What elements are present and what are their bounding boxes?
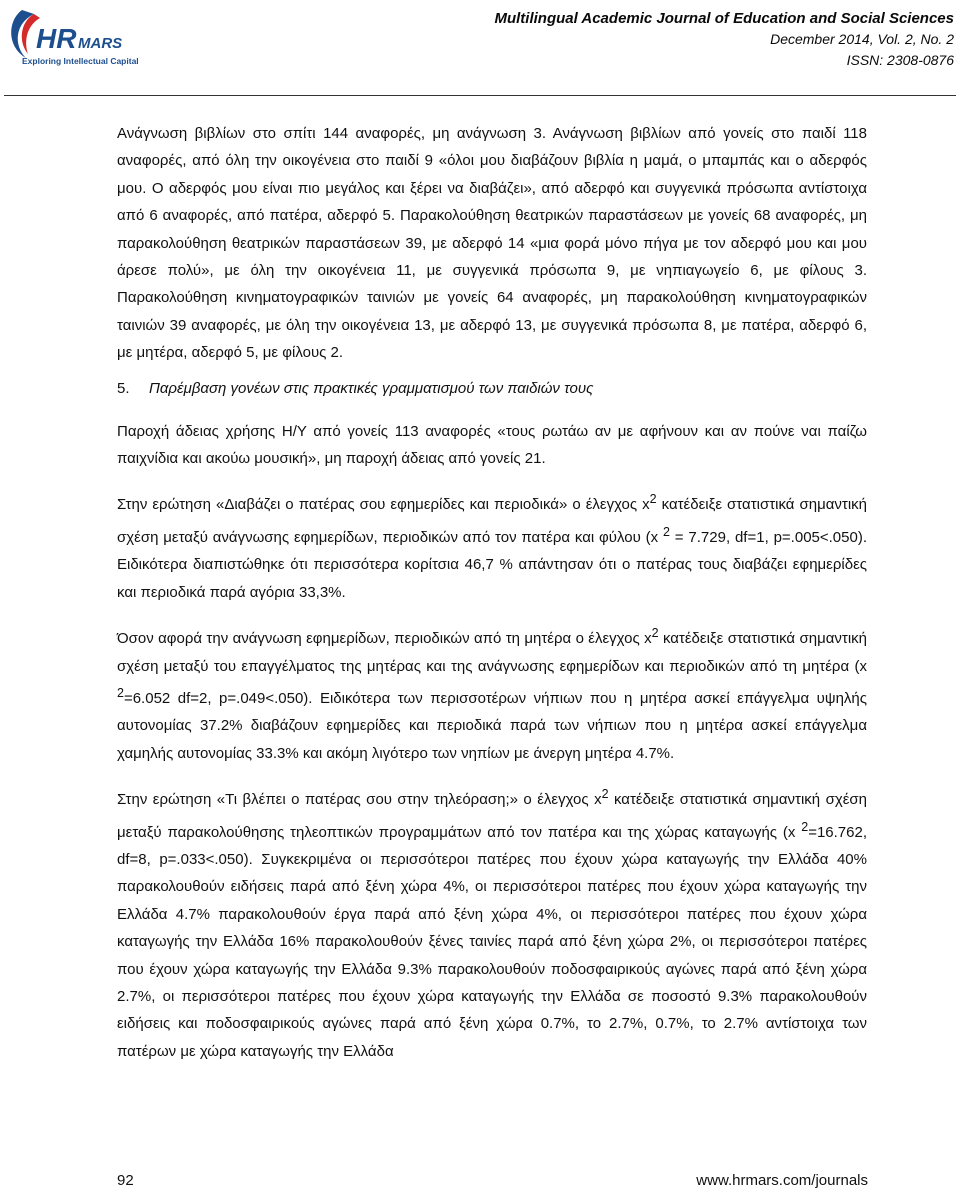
journal-header [494, 8, 954, 71]
section-number: 5. [117, 379, 130, 397]
hrmars-logo [4, 6, 142, 68]
paragraph-reading-activities: Ανάγνωση βιβλίων στο σπίτι 144 αναφορές, μη ανάγνωση 3. Ανάγνωση βιβλίων από γονείς στο παιδί 118 αναφορές, από όλη την οικογένεια στο παιδί 9 «όλοι μου διαβάζουν βιβλία η μαμά, ο μπαμπάς και ο αδερφός μου. Ο αδερφός μου είναι πιο μεγάλος και ξέρει να διαβάζει», από αδερφό και συγγενικά πρόσωπα αντίστοιχα από 6 αναφορές, από πατέρα, αδερφό 5. Παρακολούθηση θεατρικών παραστάσεων με γονείς 68 αναφορές, μη παρακολούθηση θεατρικών παραστάσεων 39, με αδερφό 14 «μια φορά μόνο πήγα με τον αδερφό μου και μου άρεσε πολύ», με όλη την οικογένεια 11, με συγγενικά πρόσωπα 9, με νηπιαγωγείο 6, με φίλους 3. Παρακολούθηση κινηματογραφικών ταινιών με γονείς 64 αναφορές, μη παρακολούθηση κινηματογραφικών ταινιών 39 αναφορές, με όλη την οικογένεια 13, με αδερφό 13, με συγγενικά πρόσωπα 8, με πατέρα, αδερφό 6, με μητέρα, αδερφό 5, με φίλους 2. [117, 125, 867, 362]
section-heading [117, 375, 867, 402]
page-number: 92 [117, 1172, 134, 1189]
article-body [117, 120, 867, 1079]
svg-text:MARS: MARS [78, 35, 123, 52]
svg-text:Exploring Intellectual Capital: Exploring Intellectual Capital [22, 56, 139, 66]
svg-text:HR: HR [36, 23, 77, 54]
section-title: Παρέμβαση γονέων στις πρακτικές γραμματισμού των παιδιών τους [149, 379, 594, 397]
paragraph-computer-permission: Παροχή άδειας χρήσης Η/Υ από γονείς 113 αναφορές «τους ρωτάω αν με αφήνουν και αν πούνε ναι παίζω παιχνίδια και ακούω μουσική», μη παροχή άδειας από γονείς 21. [117, 422, 867, 468]
paragraph-father-newspapers: Στην ερώτηση «Διαβάζει ο πατέρας σου εφημερίδες και περιοδικά» ο έλεγχος $x^2$ κατέδειξε στατιστικά σημαντική σχέση μεταξύ ανάγνωσης εφημερίδων, περιοδικών από τον πατέρα και φύλου (x $^2$ = 7.729, df=1, p=.005<.050). Ειδικότερα διαπιστώθηκε ότι περισσότερα κορίτσια 46,7 % απάντησαν ότι ο πατέρας τους διαβάζει εφημερίδες και περιοδικά παρά αγόρια 33,3%. [117, 492, 868, 601]
journal-title: Multilingual Academic Journal of Education and Social Sciences [494, 10, 954, 27]
paragraph-father-television: Στην ερώτηση «Τι βλέπει ο πατέρας σου στην τηλεόραση;» ο έλεγχος $x^2$ κατέδειξε στατιστικά σημαντική σχέση μεταξύ παρακολούθησης τηλεοπτικών προγραμμάτων από τον πατέρα και της χώρας καταγωγής (x $^2$=16.762, df=8, p=.033<.050). Συγκεκριμένα οι περισσότεροι πατέρες που έχουν χώρα καταγωγής την Ελλάδα 40% παρακολουθούν ειδήσεις παρά από ξένη χώρα 4%, οι περισσότεροι πατέρες που έχουν χώρα καταγωγής την Ελλάδα 4.7% παρακολουθούν έργα παρά από ξένη χώρα 4%, οι περισσότεροι πατέρες που έχουν χώρα καταγωγής την Ελλάδα 16% παρακολουθούν ξένες ταινίες παρά από ξένη χώρα 2%, οι περισσότεροι πατέρες που έχουν χώρα καταγωγής την Ελλάδα 9.3% παρακολουθούν ποδοσφαιρικούς αγώνες παρά από ξένη χώρα 2.7%, οι περισσότεροι πατέρες που έχουν χώρα καταγωγής την Ελλάδα σε ποσοστό 9.3% παρακολουθούν ειδήσεις και ποδοσφαιρικούς αγώνες παρά από ξένη χώρα 0.7%, το 2.7%, 0.7%, το 2.7% αντίστοιχα των πατέρων με χώρα καταγωγής την Ελλάδα [117, 787, 867, 1060]
journal-issue: December 2014, Vol. 2, No. 2 [770, 31, 954, 47]
header-divider [4, 95, 956, 96]
journal-url[interactable]: www.hrmars.com/journals [696, 1172, 868, 1189]
paragraph-mother-newspapers: Όσον αφορά την ανάγνωση εφημερίδων, περιοδικών από τη μητέρα ο έλεγχος $x^2$ κατέδειξε στατιστικά σημαντική σχέση μεταξύ του επαγγέλματος της μητέρας και της ανάγνωσης εφημερίδων και περιοδικών από τη μητέρα (x $^2$=6.052 df=2, p=.049<.050). Ειδικότερα των περισσοτέρων νήπιων που η μητέρα ασκεί επάγγελμα υψηλής αυτονομίας 37.2% διαβάζουν εφημερίδες και περιοδικά παρά των νήπιων που η μητέρα ασκεί επάγγελμα χαμηλής αυτονομίας 33.3% και ακόμη λιγότερο των νηπίων με άνεργη μητέρα 4.7%. [117, 626, 867, 762]
journal-issn: ISSN: 2308-0876 [846, 52, 954, 68]
